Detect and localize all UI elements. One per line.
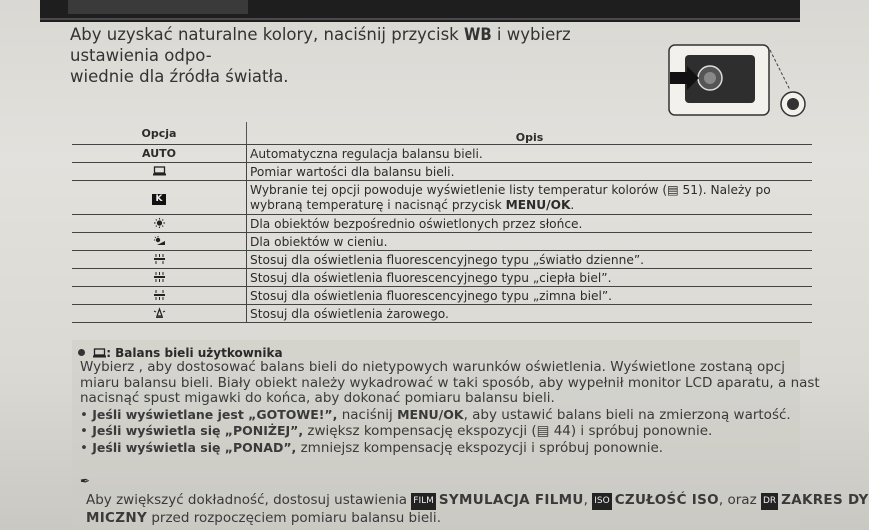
header-desc: Opis: [247, 122, 813, 145]
row-desc: Stosuj dla oświetlenia fluorescencyjnego typu „zimna biel”.: [247, 287, 813, 305]
custom-wb-icon: [93, 348, 106, 358]
fluorescent-2-icon: [153, 272, 166, 282]
row-desc: Stosuj dla oświetlenia fluorescencyjnego typu „światło dzienne”.: [247, 251, 813, 269]
camera-illustration: [665, 40, 805, 120]
note-line-3: nacisnąć spust migawki do końca, aby dokonać pomiaru balansu bieli.: [80, 390, 555, 406]
footer-line-2: MICZNY przed rozpoczęciem pomiaru balansu bieli.: [86, 510, 441, 526]
header-rule: [40, 18, 800, 20]
shade-icon: [153, 236, 166, 246]
section-tab: [68, 0, 248, 14]
row-desc: Dla obiektów w cieniu.: [247, 233, 813, 251]
intro-part2: i wybierz ustawienia odpo-: [70, 25, 571, 65]
row-desc: Automatyczna regulacja balansu bieli.: [247, 145, 813, 163]
table-row: [72, 287, 812, 305]
intro-part1: Aby uzyskać naturalne kolory, naciśnij przycisk: [70, 25, 464, 44]
custom-wb-icon: [153, 166, 166, 176]
note-bullet-3: • Jeśli wyświetla się „PONAD”, zmniejsz kompensację ekspozycji i spróbuj ponownie.: [80, 439, 664, 456]
note-line-1: Wybierz , aby dostosować balans bieli do nietypowych warunków oświetlenia. Wyświetlone zostaną opcj: [80, 359, 785, 375]
row-desc: Wybranie tej opcji powoduje wyświetlenie listy temperatur kolorów (▤ 51). Należy po wybraną temperaturę i nacisnąć przycisk MENU/OK.: [247, 181, 813, 215]
intro-text: [70, 24, 660, 87]
intro-line2: wiednie dla źródła światła.: [70, 67, 289, 86]
film-sim-badge: FILM: [411, 493, 436, 510]
table-row: [72, 163, 812, 181]
kelvin-icon: K: [152, 194, 167, 205]
note-body: [80, 360, 820, 456]
fluorescent-1-icon: [153, 254, 166, 264]
note-bullet-2: • Jeśli wyświetla się „PONIŻEJ”, zwiększ kompensację ekspozycji (▤ 44) i spróbuj ponownie.: [80, 423, 713, 439]
auto-option: AUTO: [72, 145, 247, 163]
table-row: [72, 233, 812, 251]
table-row: [72, 269, 812, 287]
footer-text: [86, 492, 869, 527]
iso-badge: ISO: [592, 493, 611, 510]
header-option: Opcja: [72, 122, 247, 145]
row-desc: Pomiar wartości dla balansu bieli.: [247, 163, 813, 181]
table-row: [72, 145, 812, 163]
pen-icon: ✒: [80, 474, 91, 488]
incandescent-icon: [153, 308, 166, 318]
table-row: [72, 251, 812, 269]
note-title: : Balans bieli użytkownika: [78, 346, 283, 360]
sun-icon: [153, 218, 166, 228]
fluorescent-3-icon: [153, 290, 166, 300]
table-row: [72, 181, 812, 215]
table-row: [72, 215, 812, 233]
footer-line-1: Aby zwiększyć dokładność, dostosuj ustawienia FILM SYMULACJA FILMU, ISO CZUŁOŚĆ ISO, oraz DR ZAKRES DY: [86, 492, 869, 508]
row-desc: Stosuj dla oświetlenia żarowego.: [247, 305, 813, 323]
row-desc: Stosuj dla oświetlenia fluorescencyjnego typu „ciepła biel”.: [247, 269, 813, 287]
table-row: [72, 305, 812, 323]
row-desc: Dla obiektów bezpośrednio oświetlonych przez słońce.: [247, 215, 813, 233]
white-balance-table: [72, 122, 812, 323]
dr-badge: DR: [761, 493, 778, 510]
tip-icon: [78, 349, 85, 356]
note-bullet-1: • Jeśli wyświetlane jest „GOTOWE!”, naciśnij MENU/OK, aby ustawić balans bieli na zmierzoną wartość.: [80, 406, 791, 423]
note-line-2: miaru balansu bieli. Biały obiekt należy wykadrować w taki sposób, aby wypełnił monitor LCD aparatu, a nast: [80, 374, 820, 391]
wb-label: WB: [463, 25, 492, 44]
